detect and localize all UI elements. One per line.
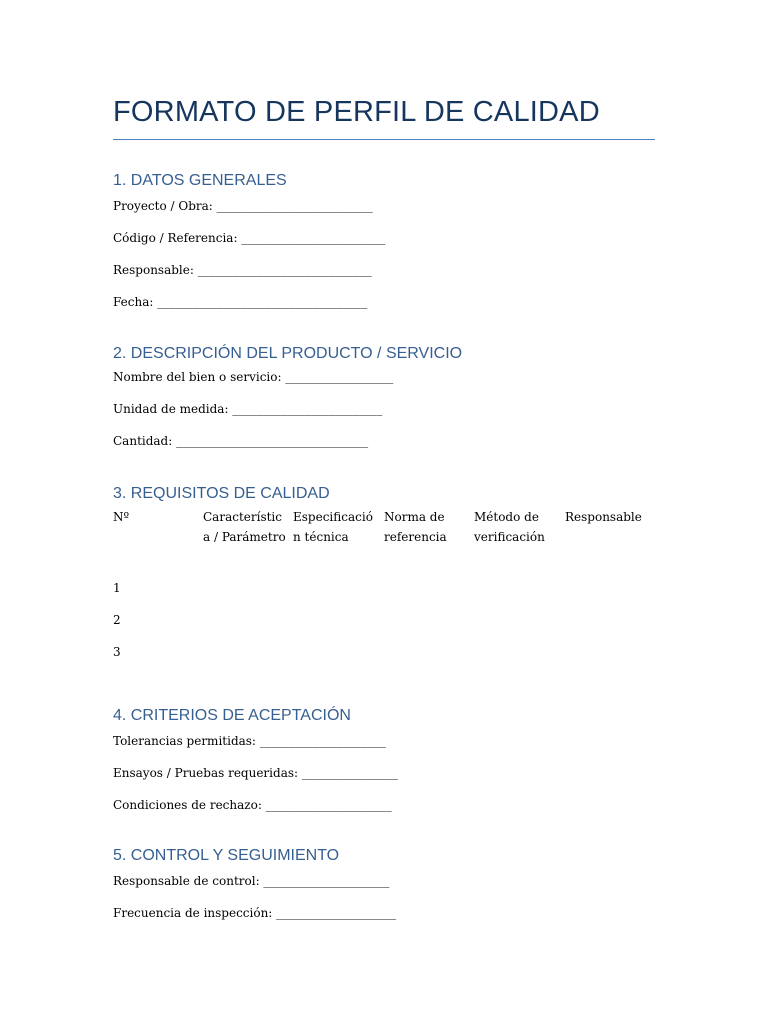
field-fecha: Fecha: ___________________________________ [113, 295, 368, 309]
field-proyecto-obra: Proyecto / Obra: __________________________ [113, 199, 373, 213]
field-tolerancias: Tolerancias permitidas: _____________________ [113, 734, 386, 748]
field-frecuencia-inspeccion: Frecuencia de inspección: ____________________ [113, 906, 397, 920]
field-condiciones-rechazo: Condiciones de rechazo: _____________________ [113, 798, 392, 812]
section-heading-descripcion: 2. DESCRIPCIÓN DEL PRODUCTO / SERVICIO [113, 345, 463, 362]
table-header-especificacion: Especificación técnica [293, 510, 373, 544]
table-row-number: 3 [113, 645, 121, 659]
table-header-caracteristica: Característica / Parámetro [203, 510, 286, 544]
table-row-number: 1 [113, 581, 121, 595]
table-header-norma: Norma de referencia [384, 510, 447, 544]
field-unidad-medida: Unidad de medida: _________________________ [113, 402, 383, 416]
section-heading-requisitos: 3. REQUISITOS DE CALIDAD [113, 485, 330, 502]
field-nombre-bien: Nombre del bien o servicio: __________________ [113, 370, 394, 384]
field-cantidad: Cantidad: ________________________________ [113, 434, 369, 448]
table-header-numero: Nº [113, 510, 130, 524]
section-heading-control: 5. CONTROL Y SEGUIMIENTO [113, 847, 340, 864]
title-divider [113, 139, 655, 140]
table-header-metodo: Método de verificación [474, 510, 545, 544]
section-heading-datos-generales: 1. DATOS GENERALES [113, 172, 287, 189]
field-ensayos: Ensayos / Pruebas requeridas: ________________ [113, 766, 398, 780]
document-title: FORMATO DE PERFIL DE CALIDAD [113, 96, 600, 128]
table-row-number: 2 [113, 613, 121, 627]
table-header-responsable: Responsable [565, 510, 642, 524]
field-responsable: Responsable: _____________________________ [113, 263, 372, 277]
field-responsable-control: Responsable de control: _____________________ [113, 874, 390, 888]
section-heading-criterios: 4. CRITERIOS DE ACEPTACIÓN [113, 707, 351, 724]
field-codigo-referencia: Código / Referencia: ________________________ [113, 231, 386, 245]
